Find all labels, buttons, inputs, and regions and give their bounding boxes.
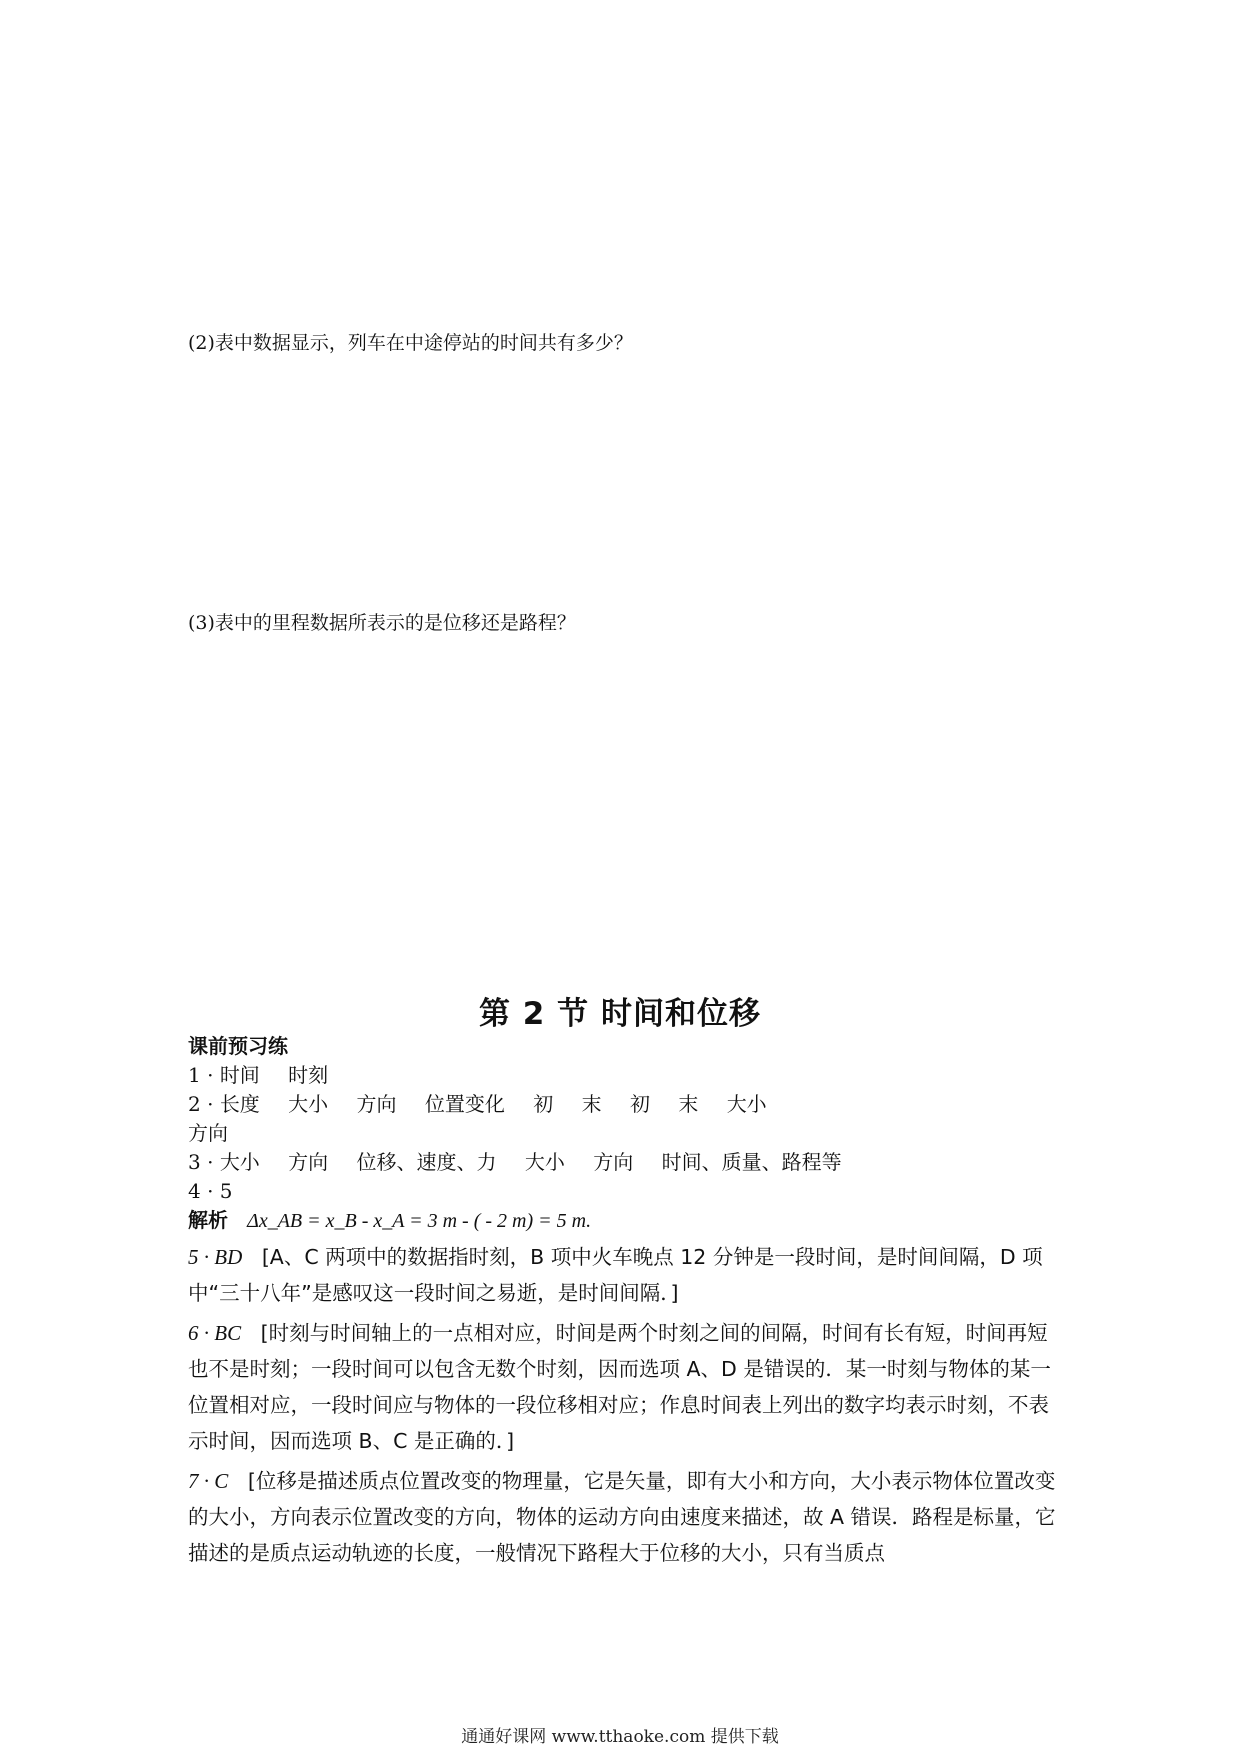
answer-7-text: [位移是描述质点位置改变的物理量，它是矢量，即有大小和方向，大小表示物体位置改变的大小，方向表示位置改变的方向，物体的运动方向由速度来描述，故 A 错误．路程是标量，它描述的是质点运动轨迹的长度，一般情况下路程大于位移的大小，只有当质点	[188, 1469, 1056, 1565]
answer-2-item: 方向	[356, 1092, 397, 1116]
answer-2-item: 大小	[726, 1092, 767, 1116]
answer-6-text: [时刻与时间轴上的一点相对应，时间是两个时刻之间的间隔，时间有长有短，时间再短也不是时刻；一段时间可以包含无数个时刻，因而选项 A、D 是错误的．某一时刻与物体的某一位置相对应，一段时间应与物体的一段位移相对应；作息时间表上列出的数字均表示时刻，不表示时间，因而选项 B、C 是正确的．]	[188, 1321, 1051, 1453]
analysis-formula: Δx_AB = x_B - x_A = 3 m - ( - 2 m) = 5 m.	[247, 1210, 592, 1232]
page-footer: 通通好课网 www.tthaoke.com 提供下载	[461, 1727, 779, 1747]
answer-2-continued: 方向	[188, 1121, 228, 1145]
answer-1: 1 · 时间 时刻	[188, 1063, 329, 1087]
answer-4: 4 · 5	[188, 1179, 233, 1203]
question-2: (2)表中数据显示，列车在中途停站的时间共有多少？	[188, 332, 633, 354]
analysis	[188, 1206, 1066, 1235]
answer-2-item: 末	[581, 1092, 602, 1116]
answer-1-item: 时间	[219, 1063, 260, 1087]
answer-3-item: 位移、速度、力	[356, 1150, 497, 1174]
answer-2-item: 位置变化	[424, 1092, 505, 1116]
answer-3-item: 方向	[593, 1150, 634, 1174]
answer-2-item: 初	[533, 1092, 554, 1116]
answer-2: 2 · 长度 大小 方向 位置变化 初 末 初 末 大小	[188, 1092, 767, 1116]
answer-3-item: 大小	[524, 1150, 565, 1174]
answer-2-number: 2	[188, 1092, 201, 1116]
answer-3: 3 · 大小 方向 位移、速度、力 大小 方向 时间、质量、路程等	[188, 1150, 842, 1174]
answers-section	[188, 1032, 1066, 1571]
answer-3-item: 大小	[219, 1150, 260, 1174]
answer-6	[188, 1315, 1066, 1459]
answer-3-item: 方向	[288, 1150, 329, 1174]
answer-2-item: 初	[629, 1092, 650, 1116]
answer-5	[188, 1239, 1066, 1311]
answer-2-item: 长度	[219, 1092, 260, 1116]
question-3: (3)表中的里程数据所表示的是位移还是路程？	[188, 612, 576, 634]
answer-7-number: 7 · C	[188, 1469, 229, 1493]
answer-1-number: 1	[188, 1063, 201, 1087]
section-title: 第 2 节 时间和位移	[479, 996, 761, 1032]
answers-heading: 课前预习练	[188, 1034, 288, 1058]
answer-7	[188, 1463, 1066, 1571]
answer-2-item: 末	[678, 1092, 699, 1116]
answer-1-item: 时刻	[288, 1063, 329, 1087]
answer-5-text: [A、C 两项中的数据指时刻，B 项中火车晚点 12 分钟是一段时间，是时间间隔，D 项中“三十八年”是感叹这一段时间之易逝，是时间间隔．]	[188, 1245, 1043, 1305]
answer-2-item: 大小	[288, 1092, 329, 1116]
analysis-label: 解析	[188, 1208, 228, 1232]
answer-6-number: 6 · BC	[188, 1321, 242, 1345]
answer-3-number: 3	[188, 1150, 201, 1174]
answer-5-number: 5 · BD	[188, 1245, 243, 1269]
answer-3-item: 时间、质量、路程等	[661, 1150, 842, 1174]
